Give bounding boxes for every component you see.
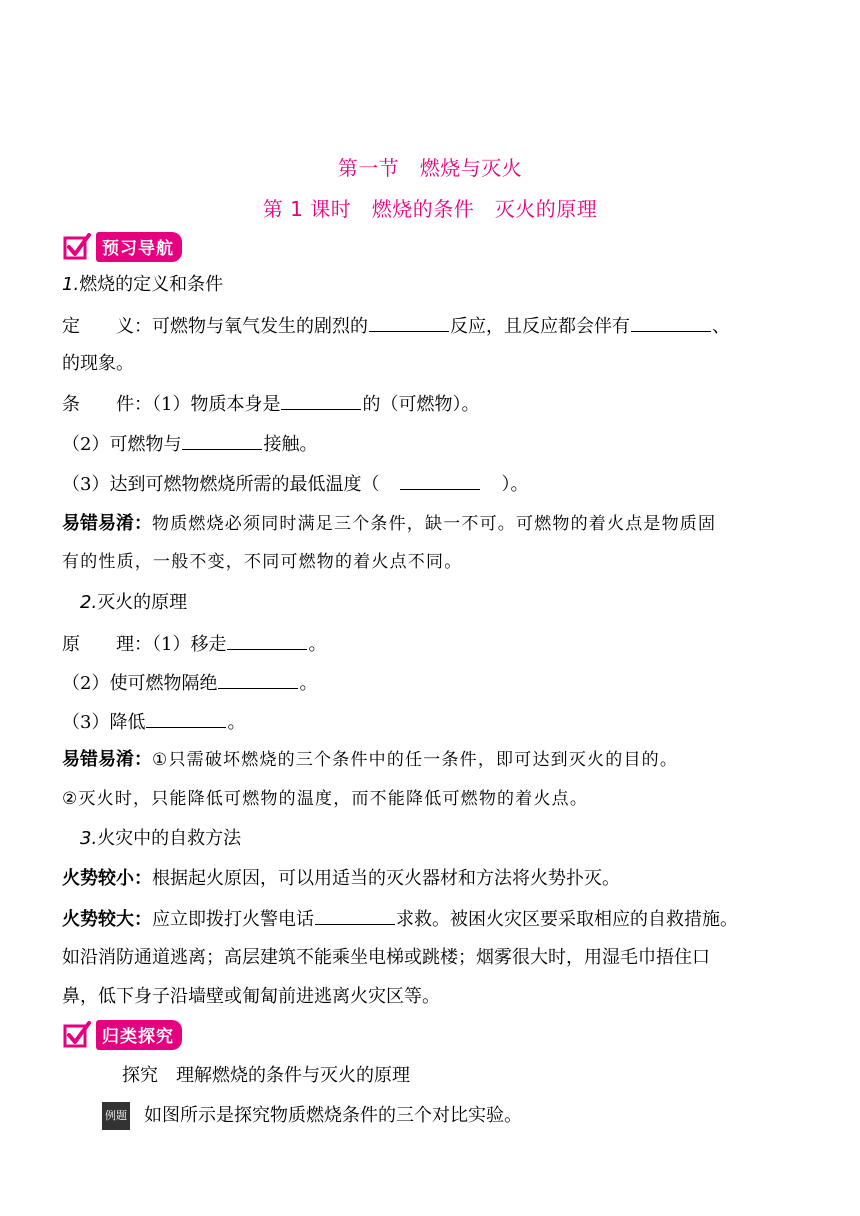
section-title: 第一节 燃烧与灭火 [337,156,523,180]
example-line: 例题 如图所示是探究物质燃烧条件的三个对比实验。 [102,1102,842,1130]
fill-blank[interactable] [400,471,480,490]
explore-header [62,1020,182,1050]
fill-blank[interactable] [315,906,395,925]
fill-blank[interactable] [146,709,226,728]
part1-heading: 1.燃烧的定义和条件 [62,274,224,295]
fire-large-line-b: 如沿消防通道逃离；高层建筑不能乘坐电梯或跳楼；烟雾很大时，用湿毛巾捂住口 [62,947,710,968]
lesson-title: 第 1 课时 燃烧的条件 灭火的原理 [262,197,598,221]
condition-line-1: 条 件：（1）物质本身是 的（可燃物）。 [62,391,802,418]
fill-blank[interactable] [281,391,361,410]
definition-cont: 的现象。 [62,353,134,374]
note1-line-b: 有的性质，一般不变，不同可燃物的着火点不同。 [62,552,463,572]
fire-large-line-c: 鼻，低下身子沿墙壁或匍匐前进逃离火灾区等。 [62,986,440,1007]
definition-line: 定 义：可燃物与氧气发生的剧烈的 反应，且反应都会伴有 、 [62,313,802,340]
checkbox-icon [62,1020,92,1050]
fill-blank[interactable] [227,631,307,650]
fill-blank[interactable] [182,431,262,450]
explore-title: 探究 理解燃烧的条件与灭火的原理 [122,1065,410,1086]
fill-blank[interactable] [369,313,449,332]
preview-header [62,232,182,262]
explore-label: 归类探究 [96,1020,182,1050]
fire-large-line-a: 火势较大：应立即拨打火警电话 求救。被困火灾区要采取相应的自救措施。 [62,906,802,933]
note2-line-a: 易错易淆：①只需破坏燃烧的三个条件中的任一条件，即可达到灭火的目的。 [62,749,679,770]
principle-line-3: （3）降低 。 [62,709,802,736]
note2-line-b: ②灭火时，只能降低可燃物的温度，而不能降低可燃物的着火点。 [62,789,589,809]
fire-small-line: 火势较小：根据起火原因，可以用适当的灭火器材和方法将火势扑灭。 [62,868,620,889]
condition-line-3: （3）达到可燃物燃烧所需的最低温度（ ）。 [62,471,802,498]
principle-line-2: （2）使可燃物隔绝 。 [62,670,802,697]
fill-blank[interactable] [218,670,298,689]
principle-line-1: 原 理：（1）移走 。 [62,631,802,658]
fill-blank[interactable] [631,313,711,332]
example-tag: 例题 [102,1102,130,1130]
note1-line-a: 易错易淆：物质燃烧必须同时满足三个条件，缺一不可。可燃物的着火点是物质固 [62,513,717,534]
condition-line-2: （2）可燃物与 接触。 [62,431,802,458]
part2-heading: 2.灭火的原理 [80,592,188,613]
checkbox-icon [62,232,92,262]
preview-label: 预习导航 [96,232,182,262]
part3-heading: 3.火灾中的自救方法 [80,828,242,849]
